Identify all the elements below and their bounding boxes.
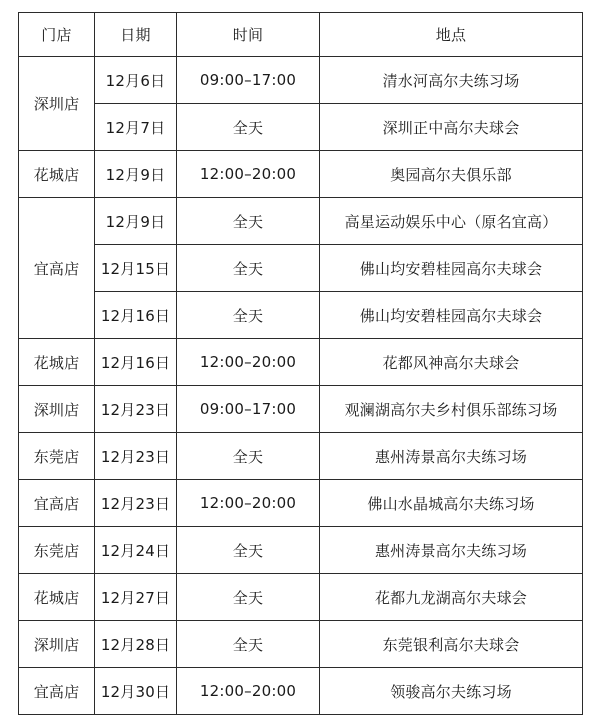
table-row bbox=[19, 621, 583, 668]
cell-time: 全天 bbox=[177, 198, 320, 245]
table-row bbox=[19, 433, 583, 480]
cell-store: 宜高店 bbox=[19, 668, 95, 715]
cell-place: 佛山水晶城高尔夫练习场 bbox=[320, 480, 583, 527]
cell-store: 深圳店 bbox=[19, 621, 95, 668]
cell-date: 12月16日 bbox=[95, 292, 177, 339]
cell-date: 12月23日 bbox=[95, 433, 177, 480]
cell-store: 宜高店 bbox=[19, 480, 95, 527]
cell-time: 12:00–20:00 bbox=[177, 339, 320, 386]
table-row bbox=[19, 198, 583, 245]
cell-store: 深圳店 bbox=[19, 386, 95, 433]
cell-date: 12月30日 bbox=[95, 668, 177, 715]
table-row bbox=[19, 57, 583, 104]
cell-time: 09:00–17:00 bbox=[177, 57, 320, 104]
table-row bbox=[19, 527, 583, 574]
cell-place: 花都风神高尔夫球会 bbox=[320, 339, 583, 386]
schedule-table bbox=[18, 12, 583, 715]
cell-place: 观澜湖高尔夫乡村俱乐部练习场 bbox=[320, 386, 583, 433]
table-row bbox=[19, 386, 583, 433]
cell-place: 奥园高尔夫俱乐部 bbox=[320, 151, 583, 198]
cell-time: 09:00–17:00 bbox=[177, 386, 320, 433]
header-place: 地点 bbox=[320, 13, 583, 57]
cell-place: 领骏高尔夫练习场 bbox=[320, 668, 583, 715]
cell-place: 惠州涛景高尔夫练习场 bbox=[320, 433, 583, 480]
cell-date: 12月24日 bbox=[95, 527, 177, 574]
table-row bbox=[19, 292, 583, 339]
cell-time: 全天 bbox=[177, 433, 320, 480]
cell-place: 佛山均安碧桂园高尔夫球会 bbox=[320, 245, 583, 292]
cell-store: 花城店 bbox=[19, 339, 95, 386]
cell-time: 12:00–20:00 bbox=[177, 668, 320, 715]
table-row bbox=[19, 151, 583, 198]
schedule-sheet bbox=[18, 12, 582, 715]
cell-store: 东莞店 bbox=[19, 527, 95, 574]
cell-time: 全天 bbox=[177, 245, 320, 292]
cell-time: 12:00–20:00 bbox=[177, 151, 320, 198]
table-row bbox=[19, 480, 583, 527]
cell-place: 高星运动娱乐中心（原名宜高） bbox=[320, 198, 583, 245]
cell-date: 12月28日 bbox=[95, 621, 177, 668]
cell-time: 全天 bbox=[177, 621, 320, 668]
cell-store: 东莞店 bbox=[19, 433, 95, 480]
table-row bbox=[19, 668, 583, 715]
cell-store: 花城店 bbox=[19, 151, 95, 198]
table-row bbox=[19, 339, 583, 386]
header-row bbox=[19, 13, 583, 57]
cell-store: 宜高店 bbox=[19, 198, 95, 339]
cell-place: 花都九龙湖高尔夫球会 bbox=[320, 574, 583, 621]
cell-time: 全天 bbox=[177, 104, 320, 151]
cell-store: 深圳店 bbox=[19, 57, 95, 151]
cell-store: 花城店 bbox=[19, 574, 95, 621]
header-time: 时间 bbox=[177, 13, 320, 57]
cell-time: 全天 bbox=[177, 527, 320, 574]
cell-place: 清水河高尔夫练习场 bbox=[320, 57, 583, 104]
cell-date: 12月27日 bbox=[95, 574, 177, 621]
header-date: 日期 bbox=[95, 13, 177, 57]
cell-date: 12月23日 bbox=[95, 480, 177, 527]
table-row bbox=[19, 245, 583, 292]
cell-date: 12月7日 bbox=[95, 104, 177, 151]
cell-date: 12月16日 bbox=[95, 339, 177, 386]
cell-date: 12月9日 bbox=[95, 151, 177, 198]
cell-date: 12月23日 bbox=[95, 386, 177, 433]
cell-place: 深圳正中高尔夫球会 bbox=[320, 104, 583, 151]
cell-place: 佛山均安碧桂园高尔夫球会 bbox=[320, 292, 583, 339]
cell-date: 12月9日 bbox=[95, 198, 177, 245]
cell-time: 全天 bbox=[177, 292, 320, 339]
cell-place: 东莞银利高尔夫球会 bbox=[320, 621, 583, 668]
cell-date: 12月6日 bbox=[95, 57, 177, 104]
cell-time: 12:00–20:00 bbox=[177, 480, 320, 527]
header-store: 门店 bbox=[19, 13, 95, 57]
cell-time: 全天 bbox=[177, 574, 320, 621]
cell-date: 12月15日 bbox=[95, 245, 177, 292]
table-row bbox=[19, 574, 583, 621]
cell-place: 惠州涛景高尔夫练习场 bbox=[320, 527, 583, 574]
table-row bbox=[19, 104, 583, 151]
